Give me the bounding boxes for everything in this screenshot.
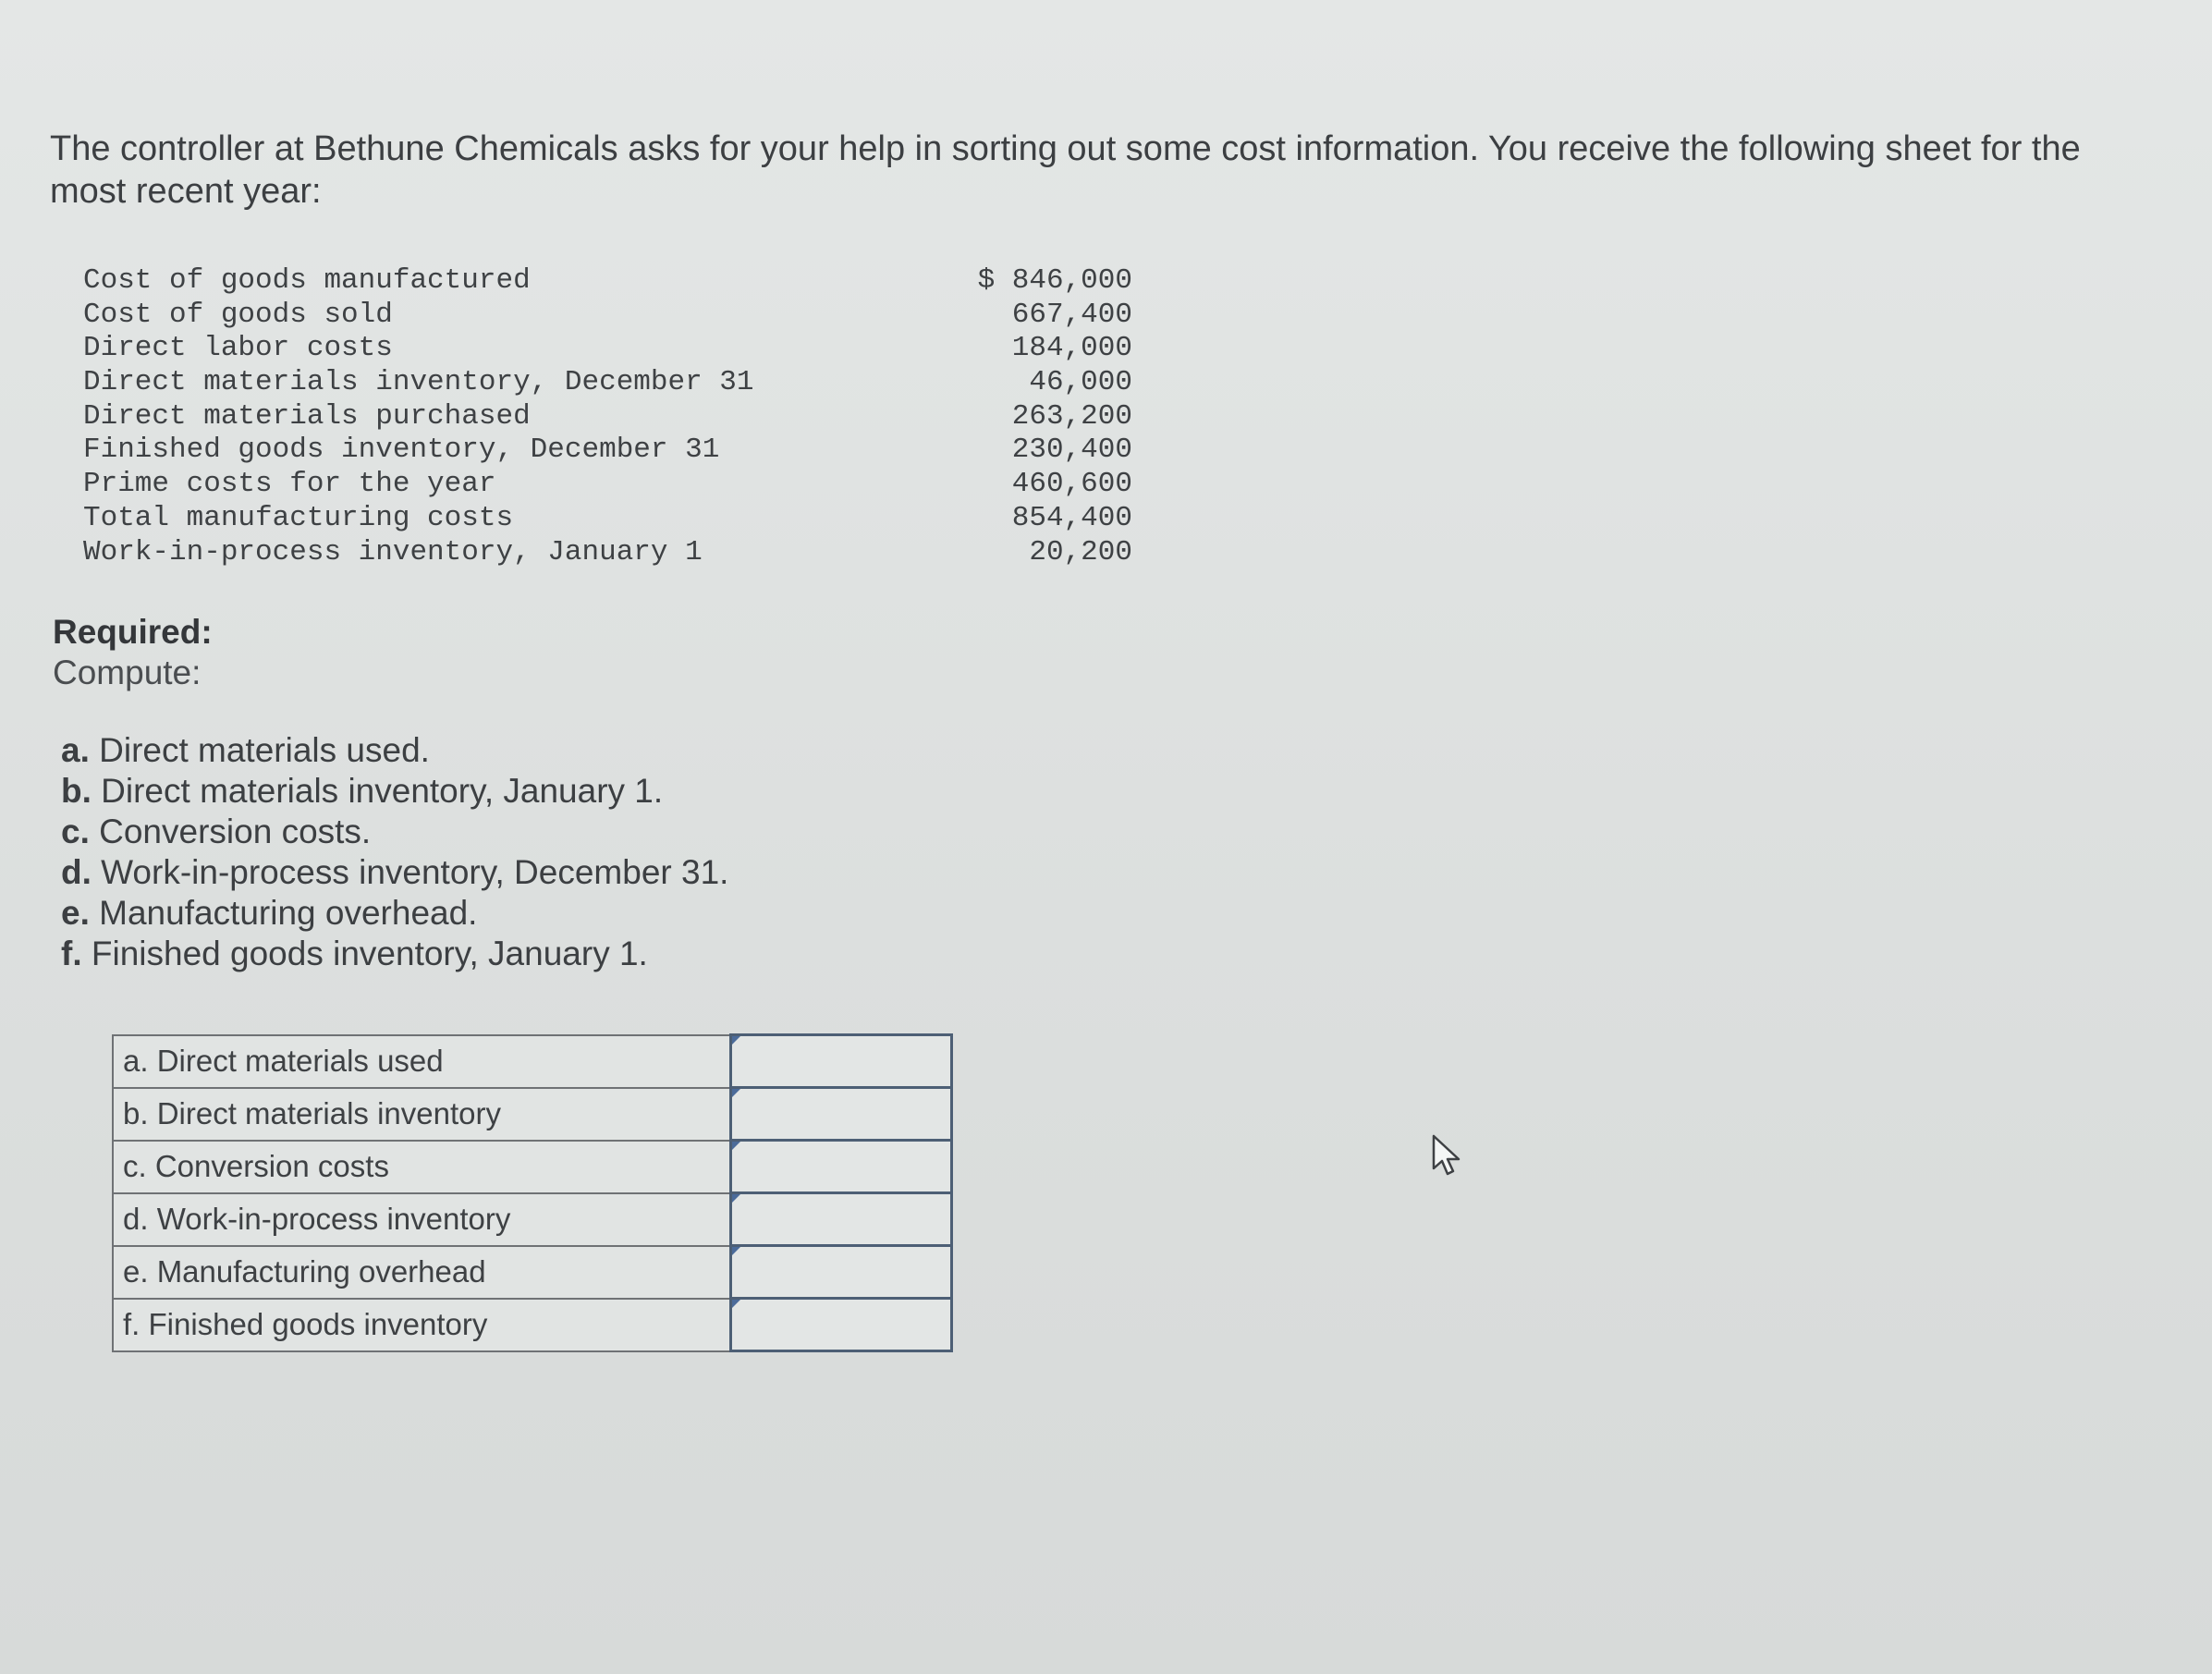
answer-table — [112, 1033, 953, 1352]
sheet-row — [83, 536, 1132, 570]
cell-marker-icon — [732, 1194, 740, 1203]
task-letter: a. — [61, 731, 90, 769]
sheet-label: Prime costs for the year — [83, 468, 496, 501]
task-item — [61, 771, 728, 812]
sheet-row — [83, 332, 1132, 366]
task-text: Work-in-process inventory, December 31. — [91, 853, 729, 891]
answer-input-work-in-process-inventory[interactable] — [732, 1194, 950, 1244]
answer-input-manufacturing-overhead[interactable] — [732, 1247, 950, 1297]
answer-cell[interactable] — [731, 1193, 952, 1246]
task-text: Conversion costs. — [89, 813, 372, 850]
sheet-row — [83, 434, 1132, 468]
task-letter: c. — [61, 813, 90, 850]
task-item — [61, 934, 728, 974]
sheet-label: Finished goods inventory, December 31 — [83, 434, 720, 467]
answer-label: f. Finished goods inventory — [113, 1299, 731, 1351]
sheet-label: Direct materials inventory, December 31 — [83, 366, 754, 399]
task-letter: f. — [61, 935, 82, 972]
sheet-value: 20,200 — [1029, 535, 1132, 568]
answer-row — [113, 1299, 952, 1351]
answer-label: c. Conversion costs — [113, 1141, 731, 1193]
cell-marker-icon — [732, 1036, 740, 1045]
task-letter: b. — [61, 772, 92, 810]
answer-label: a. Direct materials used — [113, 1035, 731, 1088]
answer-cell[interactable] — [731, 1299, 952, 1351]
sheet-value: 854,400 — [1011, 501, 1132, 534]
answer-cell[interactable] — [731, 1141, 952, 1193]
answer-cell[interactable] — [731, 1246, 952, 1299]
arrow-cursor-icon — [1431, 1133, 1462, 1178]
sheet-value: 263,200 — [1011, 399, 1132, 433]
sheet-row — [83, 468, 1132, 502]
answer-input-direct-materials-inventory[interactable] — [732, 1089, 950, 1139]
sheet-value: 184,000 — [1011, 332, 1132, 365]
sheet-row — [83, 400, 1132, 434]
task-text: Manufacturing overhead. — [89, 894, 478, 932]
task-text: Direct materials used. — [89, 731, 430, 769]
answer-label: d. Work-in-process inventory — [113, 1193, 731, 1246]
task-list — [61, 730, 728, 974]
required-heading: Required: — [53, 613, 213, 651]
sheet-row — [83, 264, 1132, 299]
task-letter: e. — [61, 894, 90, 932]
sheet-label: Work-in-process inventory, January 1 — [83, 535, 703, 568]
sheet-label: Direct materials purchased — [83, 399, 531, 433]
answer-cell[interactable] — [731, 1088, 952, 1141]
cell-marker-icon — [732, 1089, 740, 1097]
task-text: Direct materials inventory, January 1. — [91, 772, 664, 810]
cost-sheet — [83, 264, 1132, 569]
answer-row — [113, 1193, 952, 1246]
problem-intro: The controller at Bethune Chemicals asks for your help in sorting out some cost information. You receive the following sheet for the most recent year: — [50, 129, 2081, 211]
answer-row — [113, 1141, 952, 1193]
sheet-label: Direct labor costs — [83, 332, 393, 365]
cell-marker-icon — [732, 1142, 740, 1150]
answer-input-direct-materials-used[interactable] — [732, 1036, 950, 1086]
answer-row — [113, 1035, 952, 1088]
answer-input-conversion-costs[interactable] — [732, 1142, 950, 1191]
sheet-value: 667,400 — [1011, 298, 1132, 331]
answer-label: e. Manufacturing overhead — [113, 1246, 731, 1299]
answer-label: b. Direct materials inventory — [113, 1088, 731, 1141]
answer-row — [113, 1246, 952, 1299]
sheet-row — [83, 366, 1132, 400]
sheet-value: $ 846,000 — [977, 264, 1132, 297]
task-text: Finished goods inventory, January 1. — [81, 935, 648, 972]
sheet-row — [83, 502, 1132, 536]
compute-label: Compute: — [53, 654, 202, 691]
sheet-value: 46,000 — [1029, 366, 1132, 399]
task-item — [61, 893, 728, 934]
sheet-label: Total manufacturing costs — [83, 501, 514, 534]
task-item — [61, 730, 728, 771]
task-item — [61, 852, 728, 893]
sheet-row — [83, 299, 1132, 333]
sheet-label: Cost of goods sold — [83, 298, 393, 331]
task-letter: d. — [61, 853, 92, 891]
sheet-value: 230,400 — [1011, 434, 1132, 467]
answer-cell[interactable] — [731, 1035, 952, 1088]
cell-marker-icon — [732, 1300, 740, 1308]
task-item — [61, 812, 728, 852]
sheet-value: 460,600 — [1011, 468, 1132, 501]
answer-input-finished-goods-inventory[interactable] — [732, 1300, 950, 1350]
answer-row — [113, 1088, 952, 1141]
sheet-label: Cost of goods manufactured — [83, 264, 531, 297]
cell-marker-icon — [732, 1247, 740, 1255]
